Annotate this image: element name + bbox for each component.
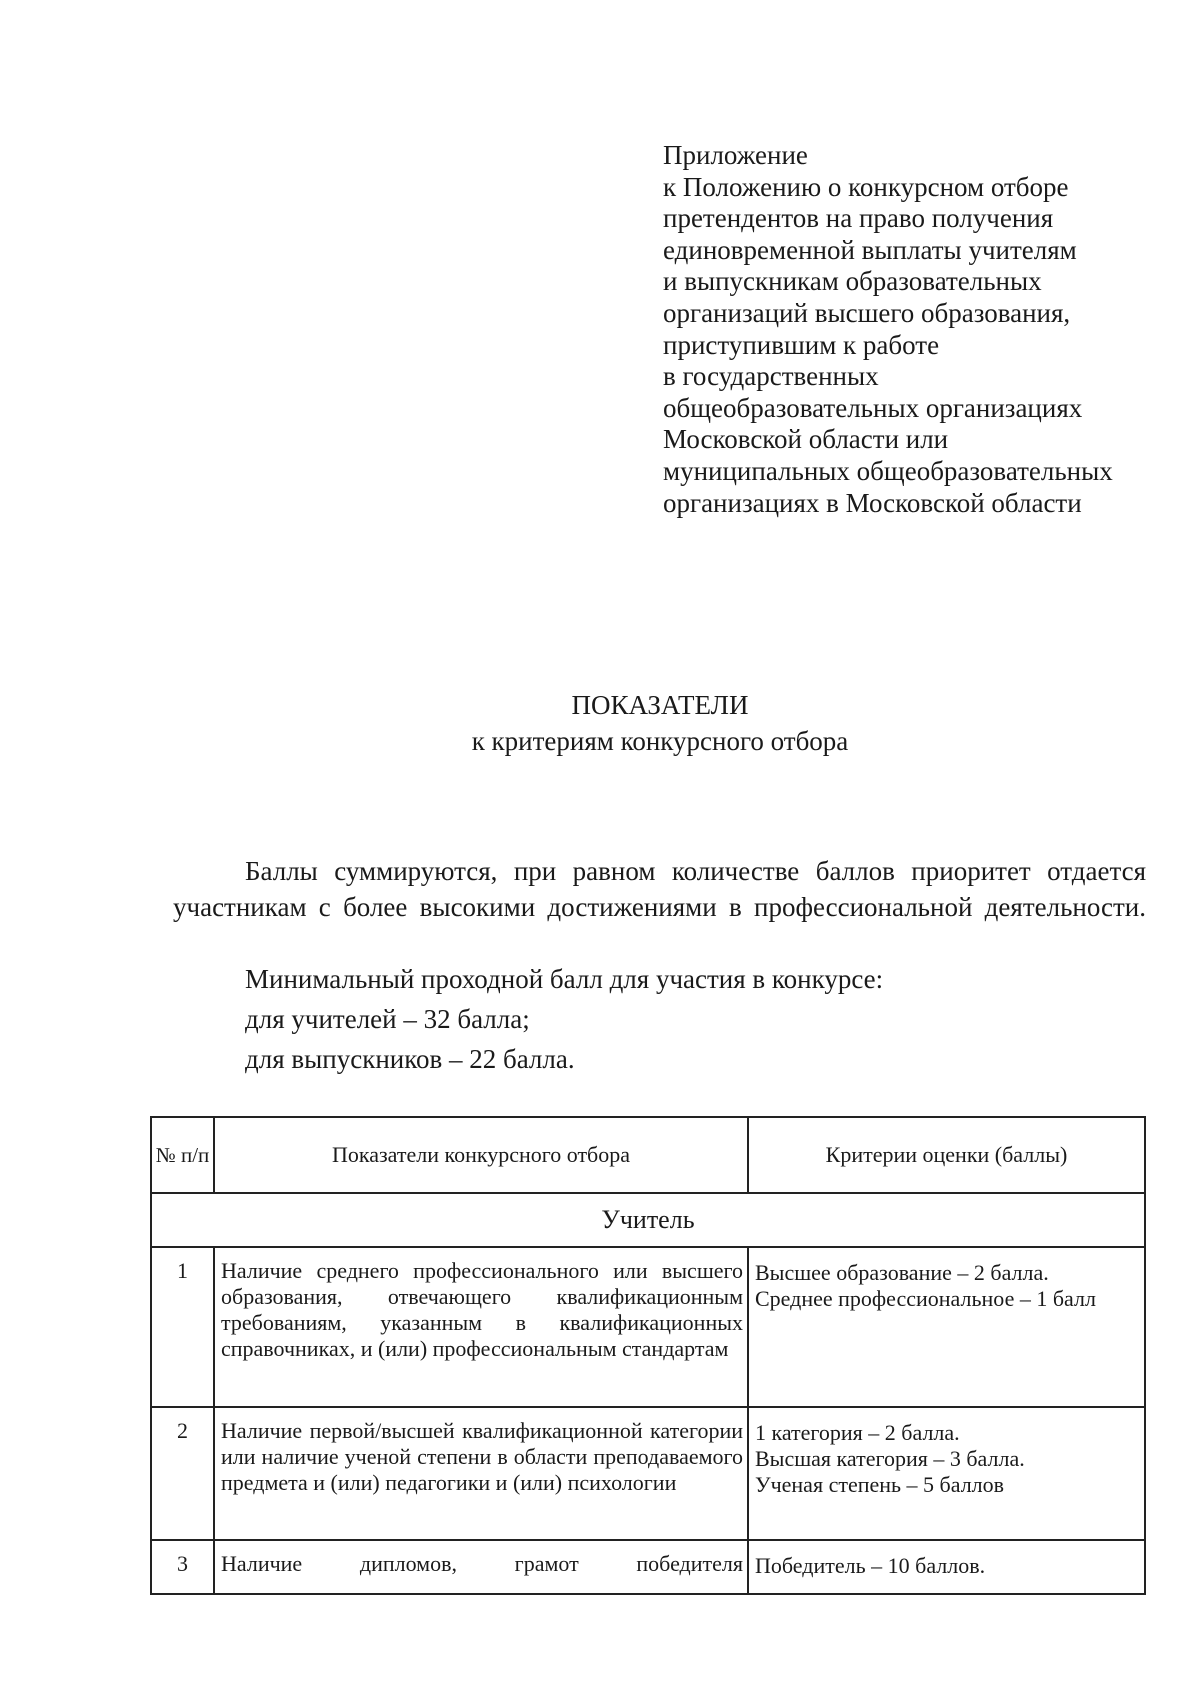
row-number: 2: [151, 1407, 214, 1540]
annex-line: Приложение: [663, 140, 808, 170]
graduates-passing-score: для выпускников – 22 балла.: [245, 1044, 575, 1074]
criteria-line: Высшее образование – 2 балла.: [755, 1260, 1049, 1285]
table-row: [151, 1407, 1145, 1540]
table-row: [151, 1540, 1145, 1594]
annex-line: в государственных: [663, 361, 879, 392]
header-criteria: Критерии оценки (баллы): [748, 1117, 1145, 1193]
teachers-passing-score: для учителей – 32 балла;: [245, 1004, 530, 1034]
row-indicator: Наличие первой/высшей квалификационной категории или наличие ученой степени в области преподаваемого предмета и (или) педагогики и (или) психологии: [214, 1407, 748, 1540]
row-indicator: Наличие дипломов, грамот победителя: [214, 1540, 748, 1594]
criteria-line: 1 категория – 2 балла.: [755, 1420, 960, 1445]
section-row: [151, 1193, 1145, 1247]
annex-heading: [663, 140, 1163, 519]
row-criteria: [748, 1407, 1145, 1540]
table-header-row: [151, 1117, 1145, 1193]
document-title: ПОКАЗАТЕЛИ: [571, 690, 749, 720]
annex-line: Московской области или: [663, 424, 949, 455]
annex-line: приступившим к работе: [663, 329, 940, 360]
document-subtitle: к критериям конкурсного отбора: [471, 726, 849, 756]
annex-line: муниципальных общеобразовательных: [663, 455, 1113, 486]
criteria-line: Победитель – 10 баллов.: [755, 1553, 986, 1578]
annex-line: общеобразовательных организациях: [663, 392, 1083, 423]
row-indicator: Наличие среднего профессионального или высшего образования, отвечающего квалификационным требованиям, указанным в квалификационных справочниках, и (или) профессиональным стандартам: [214, 1247, 748, 1407]
annex-line: к Положению о конкурсном отборе: [663, 171, 1069, 202]
annex-line: организациях в Московской области: [663, 487, 1082, 518]
criteria-line: Высшая категория – 3 балла.: [755, 1446, 1025, 1471]
passing-score-heading: Минимальный проходной балл для участия в конкурсе:: [245, 964, 884, 994]
row-criteria: [748, 1540, 1145, 1594]
criteria-line: Среднее профессиональное – 1 балл: [755, 1286, 1096, 1311]
intro-paragraph: Баллы суммируются, при равном количестве баллов приоритет отдается участникам с более высокими достижениями в профессиональной деятельности.: [173, 856, 1146, 922]
annex-line: организаций высшего образования,: [663, 297, 1071, 328]
section-title: Учитель: [151, 1193, 1145, 1247]
row-criteria: [748, 1247, 1145, 1407]
table-row: [151, 1247, 1145, 1407]
annex-line: единовременной выплаты учителям: [663, 234, 1077, 265]
header-num: № п/п: [151, 1117, 214, 1193]
annex-line: и выпускникам образовательных: [663, 266, 1042, 297]
criteria-table: [150, 1116, 1146, 1595]
header-indicator: Показатели конкурсного отбора: [214, 1117, 748, 1193]
criteria-line: Ученая степень – 5 баллов: [755, 1472, 1005, 1497]
row-number: 3: [151, 1540, 214, 1594]
annex-line: претендентов на право получения: [663, 203, 1054, 234]
row-number: 1: [151, 1247, 214, 1407]
